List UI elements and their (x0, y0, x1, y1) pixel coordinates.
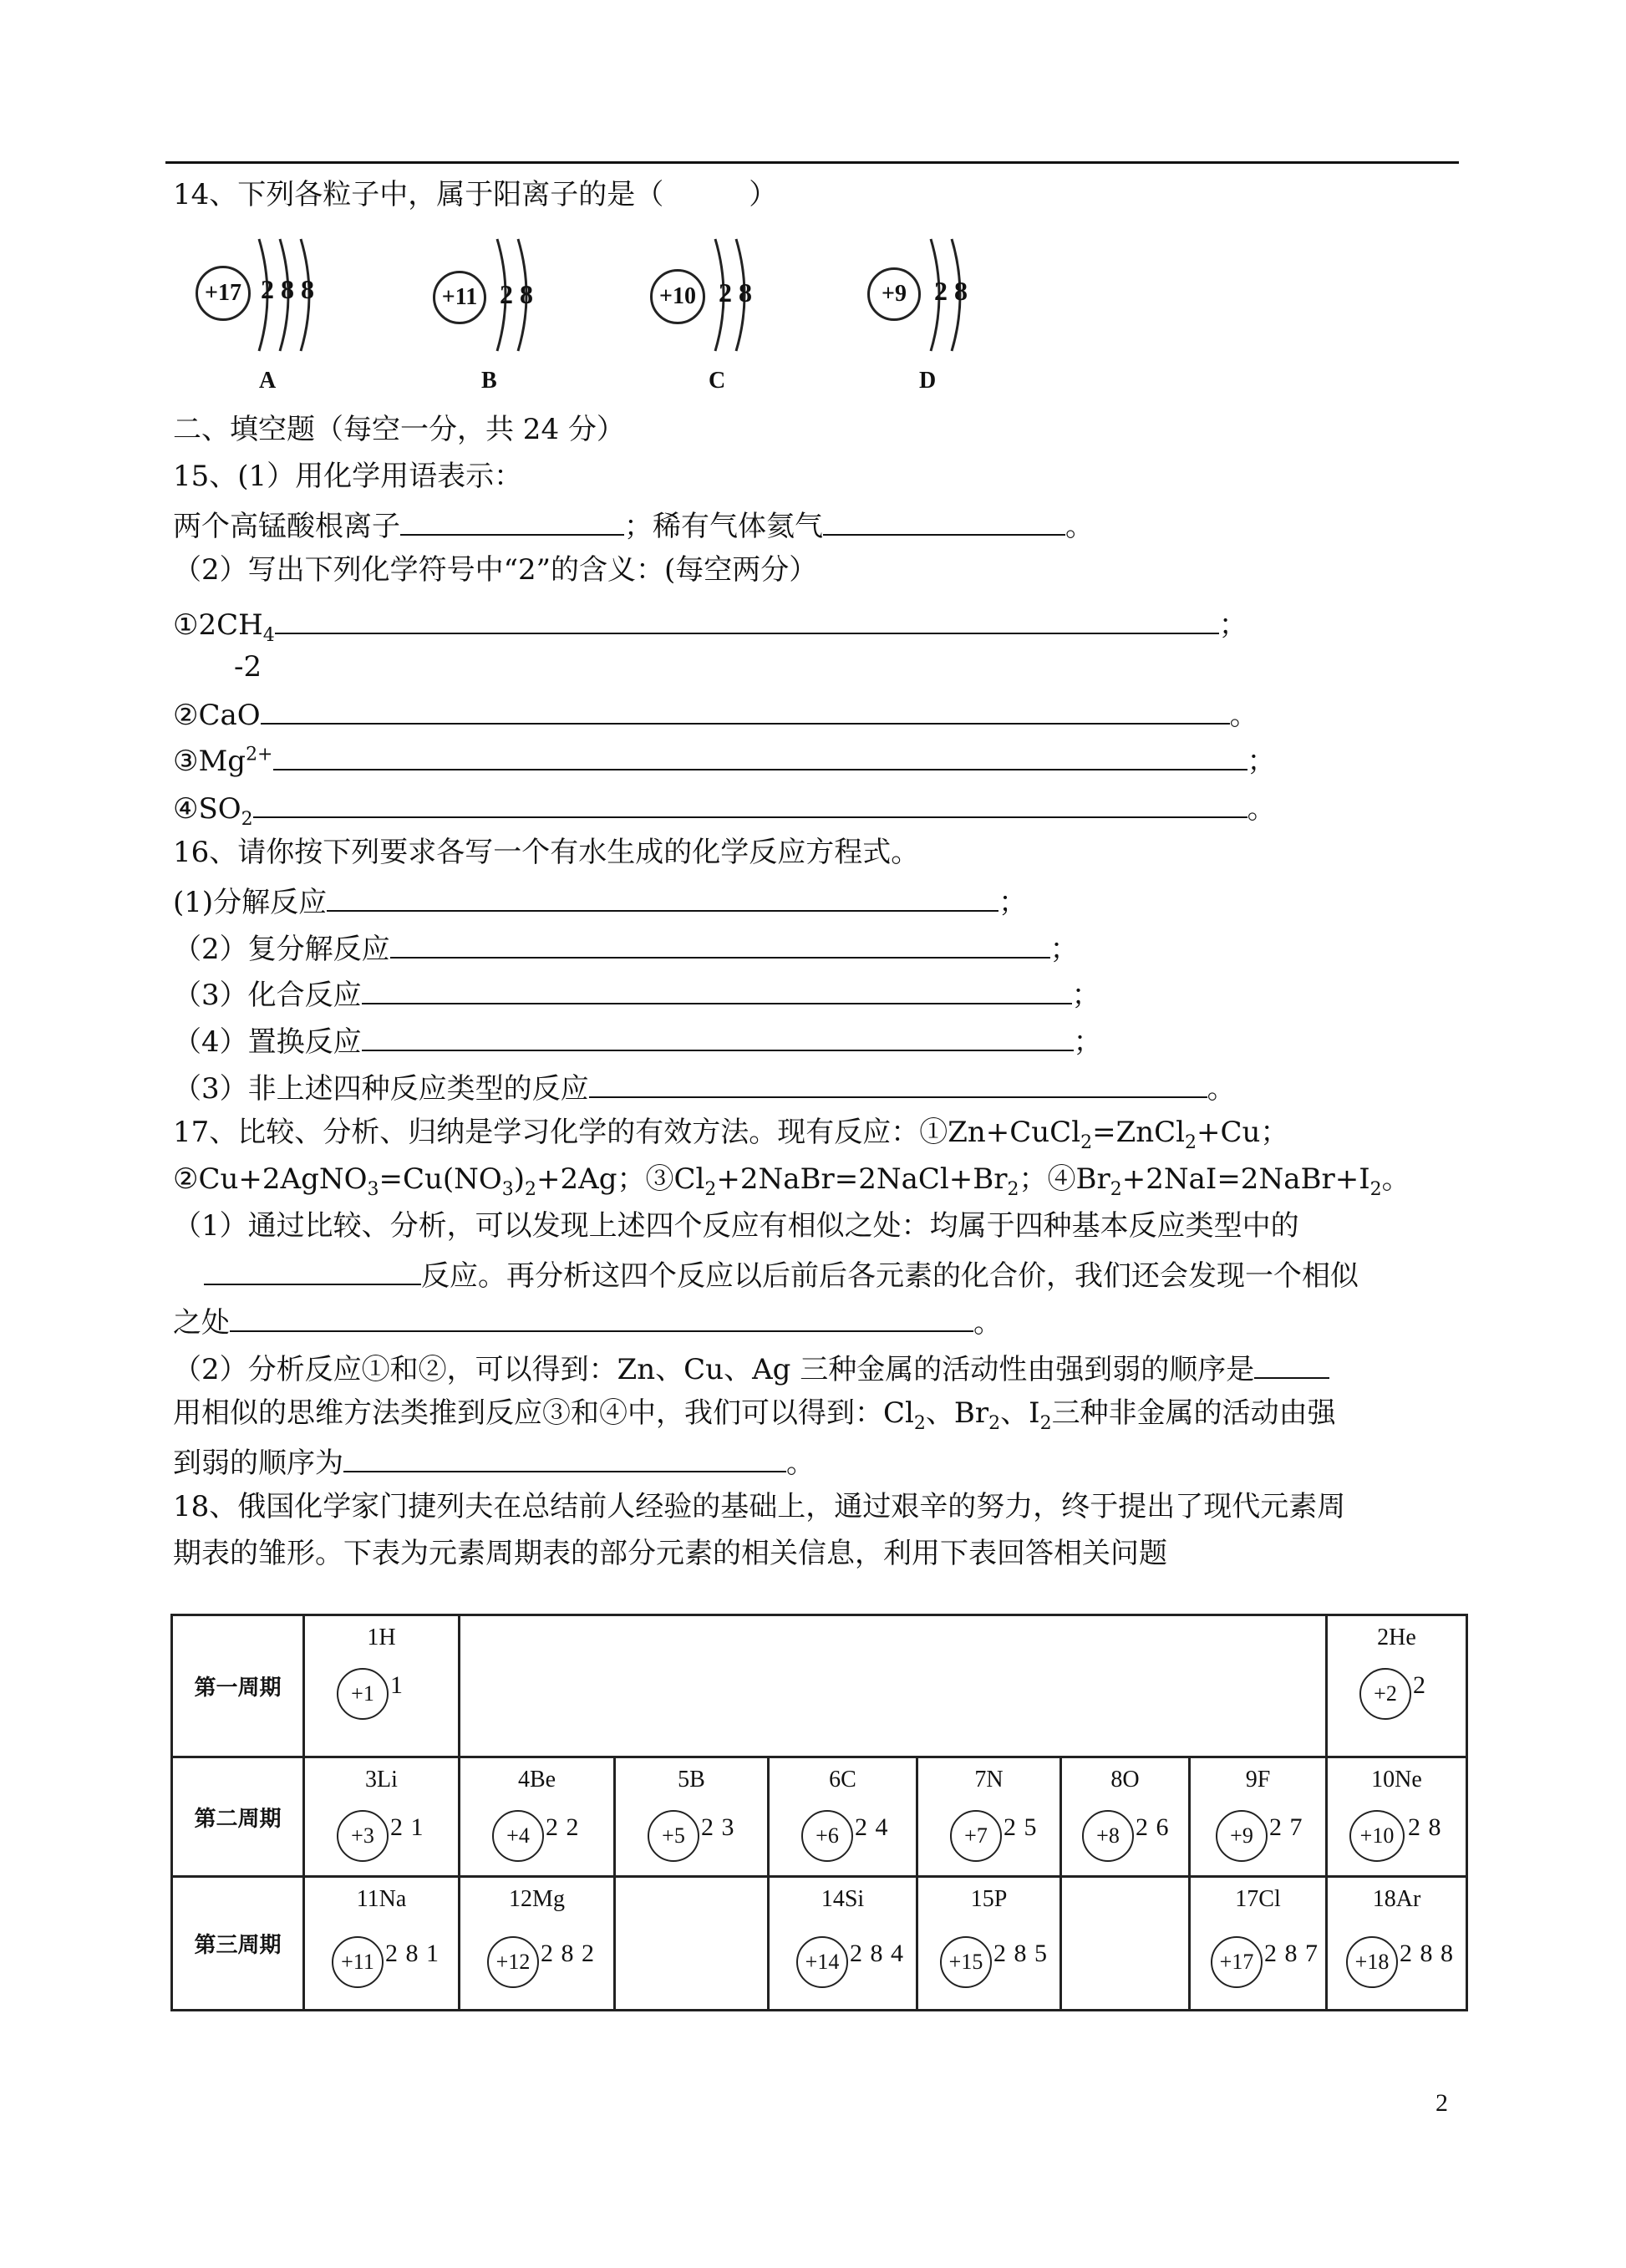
q16-b (173, 932, 1079, 964)
q16-c-end: ； (1071, 979, 1100, 1012)
answer-blank[interactable] (253, 791, 1247, 818)
element-shells: 2 8 (1408, 1813, 1442, 1841)
q14-text: 14、下列各粒子中，属于阳离子的是（ ） (173, 178, 778, 211)
answer-blank[interactable] (273, 744, 1247, 770)
element-cell-o (1061, 1757, 1190, 1877)
q17-line6 (173, 1352, 1329, 1384)
element-shells: 2 2 (546, 1813, 580, 1841)
q17-text: +2NaI=2NaBr+I (1121, 1162, 1370, 1196)
element-nucleus: +11 (332, 1936, 384, 1988)
q15-i1-label: ①2CH (173, 608, 263, 642)
element-nucleus: +2 (1359, 1668, 1411, 1720)
element-symbol: 15P (970, 1886, 1008, 1912)
element-symbol: 11Na (356, 1886, 407, 1912)
q15-p2b: ；稀有气体氦气 (624, 510, 823, 543)
element-symbol: 1H (367, 1625, 396, 1650)
q17-text: 、Br (925, 1396, 989, 1430)
subscript: 2 (1039, 1412, 1052, 1434)
element-nucleus: +6 (801, 1810, 853, 1862)
q15-item3 (173, 744, 1276, 778)
element-shells: 2 8 7 (1264, 1940, 1319, 1967)
page-number: 2 (1435, 2089, 1448, 2117)
option-label-a: A (259, 368, 277, 394)
q15-p2c: 。 (1065, 510, 1094, 543)
q17-text: （2）分析反应①和②，可以得到：Zn、Cu、Ag 三种金属的活动性由强到弱的顺序是 (173, 1353, 1255, 1386)
header-rule (165, 161, 1459, 164)
empty-cell (615, 1877, 769, 2011)
answer-blank[interactable] (204, 1259, 421, 1285)
element-shells: 2 8 1 (385, 1940, 440, 1967)
element-shells: 2 3 (701, 1813, 735, 1841)
q17-line5 (173, 1305, 1002, 1340)
element-cell-ne (1327, 1757, 1467, 1877)
q17-line7 (173, 1396, 1336, 1434)
q15-item4 (173, 791, 1276, 830)
subscript: 3 (501, 1178, 514, 1200)
q16-e (173, 1071, 1236, 1106)
q18-line1: 18、俄国化学家门捷列夫在总结前人经验的基础上，通过艰辛的努力，终于提出了现代元素周 (173, 1490, 1346, 1523)
q17-text: 。 (1381, 1162, 1410, 1196)
q17-text: =Cu(NO (379, 1162, 502, 1196)
element-cell-n (917, 1757, 1061, 1877)
element-nucleus: +10 (1349, 1810, 1405, 1862)
element-shells: 2 5 (1004, 1813, 1038, 1841)
q16-d-end: ； (1073, 1025, 1102, 1059)
q17-line4 (204, 1259, 1359, 1293)
element-shells: 2 8 4 (850, 1940, 904, 1967)
answer-blank[interactable] (1254, 1352, 1329, 1379)
element-nucleus: +3 (337, 1810, 389, 1862)
element-symbol: 7N (974, 1767, 1004, 1793)
q15-part2: （2）写出下列化学符号中“2”的含义：(每空两分） (173, 553, 818, 587)
answer-blank[interactable] (400, 509, 624, 536)
element-symbol: 10Ne (1371, 1767, 1422, 1793)
element-nucleus: +18 (1346, 1936, 1398, 1988)
q17-line8 (173, 1446, 815, 1480)
answer-blank[interactable] (230, 1305, 973, 1332)
q16-e-end: 。 (1207, 1072, 1236, 1106)
q15-i2-end: 。 (1229, 699, 1258, 732)
answer-blank[interactable] (275, 608, 1219, 634)
subscript: 2 (1080, 1131, 1093, 1153)
option-label-d: D (919, 368, 937, 394)
element-cell-c (769, 1757, 917, 1877)
nucleus-a: +17 (196, 266, 251, 321)
element-cell-p (917, 1877, 1061, 2011)
periodic-table (170, 1614, 1468, 2011)
option-label-c: C (709, 368, 726, 394)
q17-text: ②Cu+2AgNO (173, 1162, 368, 1196)
answer-blank[interactable] (362, 1025, 1074, 1051)
element-symbol: 4Be (517, 1767, 556, 1793)
subscript: 2 (704, 1178, 717, 1200)
nucleus-d: +9 (867, 267, 921, 321)
element-shells: 2 8 2 (541, 1940, 595, 1967)
q16-c-label: （3）化合反应 (173, 979, 362, 1012)
q15-i3-sup: 2+ (246, 744, 273, 765)
element-shells: 2 7 (1269, 1813, 1303, 1841)
shells-a: 2 8 8 (261, 274, 314, 304)
q15-p2a: 两个高锰酸根离子 (173, 510, 400, 543)
answer-blank[interactable] (390, 932, 1050, 959)
q16-b-end: ； (1049, 933, 1079, 966)
element-symbol: 2He (1377, 1625, 1416, 1650)
q16-b-label: （2）复分解反应 (173, 933, 390, 966)
q15-i3-end: ； (1247, 745, 1276, 778)
q15-i3-label: ③Mg (173, 745, 246, 778)
element-nucleus: +7 (950, 1810, 1002, 1862)
q17-text: 三种非金属的活动由强 (1051, 1396, 1336, 1430)
shells-b: 2 8 (500, 279, 533, 309)
q16-c (173, 978, 1100, 1012)
element-nucleus: +1 (337, 1668, 389, 1720)
option-label-b: B (481, 368, 497, 394)
answer-blank[interactable] (589, 1071, 1207, 1098)
q17-line3: （1）通过比较、分析，可以发现上述四个反应有相似之处：均属于四种基本反应类型中的 (173, 1209, 1299, 1243)
q17-text: 之处 (173, 1306, 230, 1340)
shells-d: 2 8 (934, 276, 968, 306)
subscript: 2 (525, 1178, 537, 1200)
element-symbol: 5B (678, 1767, 705, 1793)
element-nucleus: +12 (487, 1936, 539, 1988)
element-symbol: 3Li (365, 1767, 398, 1793)
valence-mark: -2 (234, 650, 262, 684)
element-cell-si (769, 1877, 917, 2011)
empty-cell (460, 1615, 1327, 1757)
subscript: 2 (1110, 1178, 1122, 1200)
q15-item2 (173, 698, 1258, 730)
q16-a (173, 885, 1027, 917)
q18-line2: 期表的雏形。下表为元素周期表的部分元素的相关信息，利用下表回答相关问题 (173, 1537, 1167, 1570)
q15-item1 (173, 608, 1247, 646)
q16-a-label: (1)分解反应 (173, 886, 328, 919)
element-nucleus: +14 (796, 1936, 848, 1988)
answer-blank[interactable] (261, 698, 1230, 725)
q17-text: 、I (1000, 1396, 1040, 1430)
q15-i1-end: ； (1218, 608, 1247, 642)
element-cell-cl (1190, 1877, 1327, 2011)
q17-text: =ZnCl (1092, 1116, 1185, 1149)
row-label: 第三周期 (172, 1877, 304, 2011)
element-cell-li (304, 1757, 460, 1877)
subscript: 3 (367, 1178, 379, 1200)
subscript: 2 (1184, 1131, 1197, 1153)
element-symbol: 9F (1245, 1767, 1271, 1793)
answer-blank[interactable] (343, 1446, 786, 1472)
q15-i4-end: 。 (1247, 792, 1276, 826)
element-shells: 2 (1413, 1671, 1426, 1699)
element-symbol: 14Si (821, 1886, 865, 1912)
element-shells: 2 8 5 (993, 1940, 1048, 1967)
shells-c: 2 8 (719, 277, 752, 308)
answer-blank[interactable] (362, 978, 1072, 1004)
element-cell-b (615, 1757, 769, 1877)
element-nucleus: +4 (492, 1810, 544, 1862)
q17-text: 。 (786, 1447, 815, 1480)
q15-part1: 15、(1）用化学用语表示： (173, 460, 523, 493)
subscript: 2 (1369, 1178, 1382, 1200)
q17-line1 (173, 1116, 1289, 1153)
element-nucleus: +5 (648, 1810, 699, 1862)
q16-e-label: （3）非上述四种反应类型的反应 (173, 1072, 589, 1106)
section-heading: 二、填空题（每空一分，共 24 分） (173, 413, 625, 446)
element-symbol: 8O (1110, 1767, 1140, 1793)
row-label: 第二周期 (172, 1757, 304, 1877)
element-cell-f (1190, 1757, 1327, 1877)
answer-blank[interactable] (327, 885, 998, 912)
q16-a-end: ； (998, 886, 1028, 919)
element-shells: 2 6 (1136, 1813, 1170, 1841)
q17-text: 到弱的顺序为 (173, 1447, 343, 1480)
answer-blank[interactable] (823, 509, 1065, 536)
element-cell-he (1327, 1615, 1467, 1757)
row-label: 第一周期 (172, 1615, 304, 1757)
element-cell-mg (460, 1877, 615, 2011)
q17-text: 用相似的思维方法类推到反应③和④中，我们可以得到：Cl (173, 1396, 914, 1430)
element-cell-h (304, 1615, 460, 1757)
element-symbol: 18Ar (1372, 1886, 1421, 1912)
q17-text: +Cu； (1196, 1116, 1289, 1149)
element-nucleus: +15 (940, 1936, 992, 1988)
q17-text: 17、比较、分析、归纳是学习化学的有效方法。现有反应：①Zn+CuCl (173, 1116, 1081, 1149)
element-cell-be (460, 1757, 615, 1877)
q17-text: 。 (973, 1306, 1002, 1340)
q16-d (173, 1025, 1102, 1059)
q17-text: +2NaBr=2NaCl+Br (716, 1162, 1008, 1196)
element-nucleus: +17 (1211, 1936, 1263, 1988)
element-symbol: 12Mg (509, 1886, 565, 1912)
nucleus-b: +11 (433, 271, 486, 324)
q15-i1-sub: 4 (262, 624, 275, 646)
q16-d-label: （4）置换反应 (173, 1025, 362, 1059)
subscript: 2 (913, 1412, 926, 1434)
q17-text: ) (513, 1162, 526, 1196)
q15-i4-label: ④SO (173, 792, 241, 826)
q16-intro: 16、请你按下列要求各写一个有水生成的化学反应方程式。 (173, 836, 920, 869)
element-symbol: 6C (829, 1767, 856, 1793)
q17-text: 反应。再分析这四个反应以后前后各元素的化合价，我们还会发现一个相似 (421, 1259, 1359, 1293)
empty-cell (1061, 1877, 1190, 2011)
q15-i4-sub: 2 (241, 808, 253, 830)
element-nucleus: +9 (1216, 1810, 1268, 1862)
element-cell-na (304, 1877, 460, 2011)
q17-text: +2Ag；③Cl (536, 1162, 705, 1196)
element-nucleus: +8 (1082, 1810, 1134, 1862)
subscript: 2 (1007, 1178, 1019, 1200)
subscript: 2 (988, 1412, 1001, 1434)
element-shells: 2 8 8 (1400, 1940, 1454, 1967)
q15-line2 (173, 509, 1094, 541)
element-shells: 2 4 (855, 1813, 889, 1841)
element-symbol: 17Cl (1235, 1886, 1281, 1912)
q17-text: ；④Br (1019, 1162, 1110, 1196)
q17-line2 (173, 1162, 1410, 1200)
element-shells: 2 1 (390, 1813, 424, 1841)
nucleus-c: +10 (650, 269, 705, 324)
element-cell-ar (1327, 1877, 1467, 2011)
q15-i2-label: ②CaO (173, 699, 261, 732)
element-shells: 1 (390, 1671, 404, 1699)
